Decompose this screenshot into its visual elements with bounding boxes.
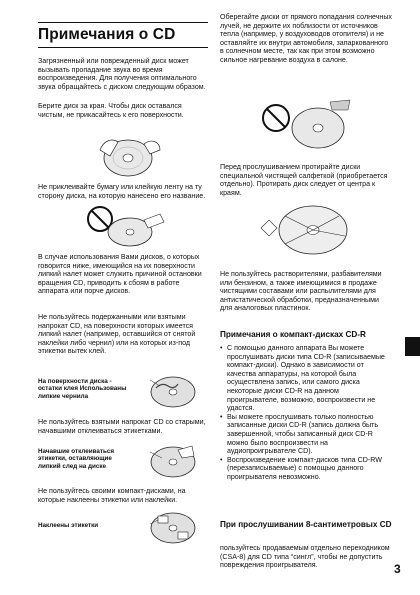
no-tape-illustration <box>80 204 170 249</box>
heading-cdr: Примечания о компакт-дисках CD-R <box>220 330 366 339</box>
left-paragraph-5: Не пользуйтесь подержанными или взятыми напрокат CD, на поверхности которых имеется липкий налет (например, оставшийся от снятой наклейки либо чернил) или на которых из-под этикетки вытек клей. <box>38 313 196 356</box>
page-number: 3 <box>394 562 401 576</box>
cdr-bullet-1: • С помощью данного аппарата Вы можете прослушивать диски типа CD-R (записываемые компакт-диски). Однако в зависимости от качества аппаратуры, на которой была осуществлена запись, или самого диска некоторые диски CD-R на данном проигрывателе, возможно, воспроизвести не удастся. <box>220 344 392 413</box>
left-paragraph-7: Не пользуйтесь своими компакт-дисками, на которые наклеены этикетки или наклейки. <box>38 487 186 504</box>
left-paragraph-4: В случае использования Вами дисков, о которых говорится ниже, имеющийся на их поверхности липкий налет может служить причиной остановки вращения CD, приводить к сбоям в работе аппарата или порче дисков. <box>38 253 202 296</box>
caption-peeling-labels: Начавшие отклеиваться этикетки, оставляющие липкий след на диске <box>38 448 115 470</box>
cdr-bullet-3: • Воспроизведение компакт-дисков типа CD-RW (перезаписываемые) с помощью данного проигрывателя невозможно. <box>220 456 392 482</box>
page-title: Примечания о CD <box>38 26 176 43</box>
disc-stickers-illustration <box>148 510 198 546</box>
heading-8cm-cd: При прослушивании 8-сантиметровых CD <box>220 520 392 529</box>
section-tab-marker <box>405 337 420 356</box>
right-paragraph-4: пользуйтесь продаваемым отдельно переходником (CSA-8) для CD типа “сингл”, чтобы не допустить повреждения проигрывателя. <box>220 544 390 570</box>
right-paragraph-3: Не пользуйтесь растворителями, разбавителями или бензином, а также имеющимися в продаже чистящими составами или распылителями для антистатической обработки, предназначенными для аналоговых пластинок. <box>220 270 382 313</box>
right-paragraph-1: Оберегайте диски от прямого попадания солнечных лучей, не держите их поблизости от источников тепла (например, у воздуховодов отопителя) и не оставляйте их внутри автомобиля, запаркованного в солнечном месте, так как при этом возможно сильное нагревание воздуха в салоне. <box>220 13 392 64</box>
caption-stickers: Наклеены этикетки <box>38 522 99 529</box>
left-paragraph-3: Не приклеивайте бумагу или клейкую ленту на ту сторону диска, на которую нанесено его название. <box>38 183 206 200</box>
right-paragraph-2: Перед прослушиванием протирайте диски специальной чистящей салфеткой (приобретается отдельно). Протирать диск следует от центра к краям. <box>220 163 388 197</box>
no-heat-illustration <box>260 98 355 153</box>
cdr-bullet-2: • Вы можете прослушивать только полностью записанные диски CD-R (запись должна быть завершенной, чтобы записанный диск CD-R можно было воспроизвести на аудиопроигрывателе CD). <box>220 413 392 456</box>
title-block <box>38 22 208 48</box>
disc-residue-illustration <box>148 374 198 410</box>
cdr-bullet-list <box>220 344 392 482</box>
caption-residue: На поверхности диска - остатки клея Использованы липкие чернила <box>38 378 127 400</box>
hold-disc-illustration <box>90 132 170 180</box>
title-rule-bottom <box>38 47 208 48</box>
left-paragraph-1: Загрязненный или поврежденный диск может вызывать пропадание звука во время воспроизведения. Для получения оптимального звука обращайтесь с диском следующим образом. <box>38 57 206 91</box>
disc-peeling-label-illustration <box>148 444 198 480</box>
left-paragraph-2: Берите диск за края. Чтобы диск оставался чистым, не прикасайтесь к его поверхности. <box>38 102 184 119</box>
left-paragraph-6: Не пользуйтесь взятыми напрокат CD со старыми, начавшими отклеиваться этикетками. <box>38 418 206 435</box>
title-rule-top <box>38 22 208 23</box>
wipe-disc-illustration <box>255 198 360 258</box>
